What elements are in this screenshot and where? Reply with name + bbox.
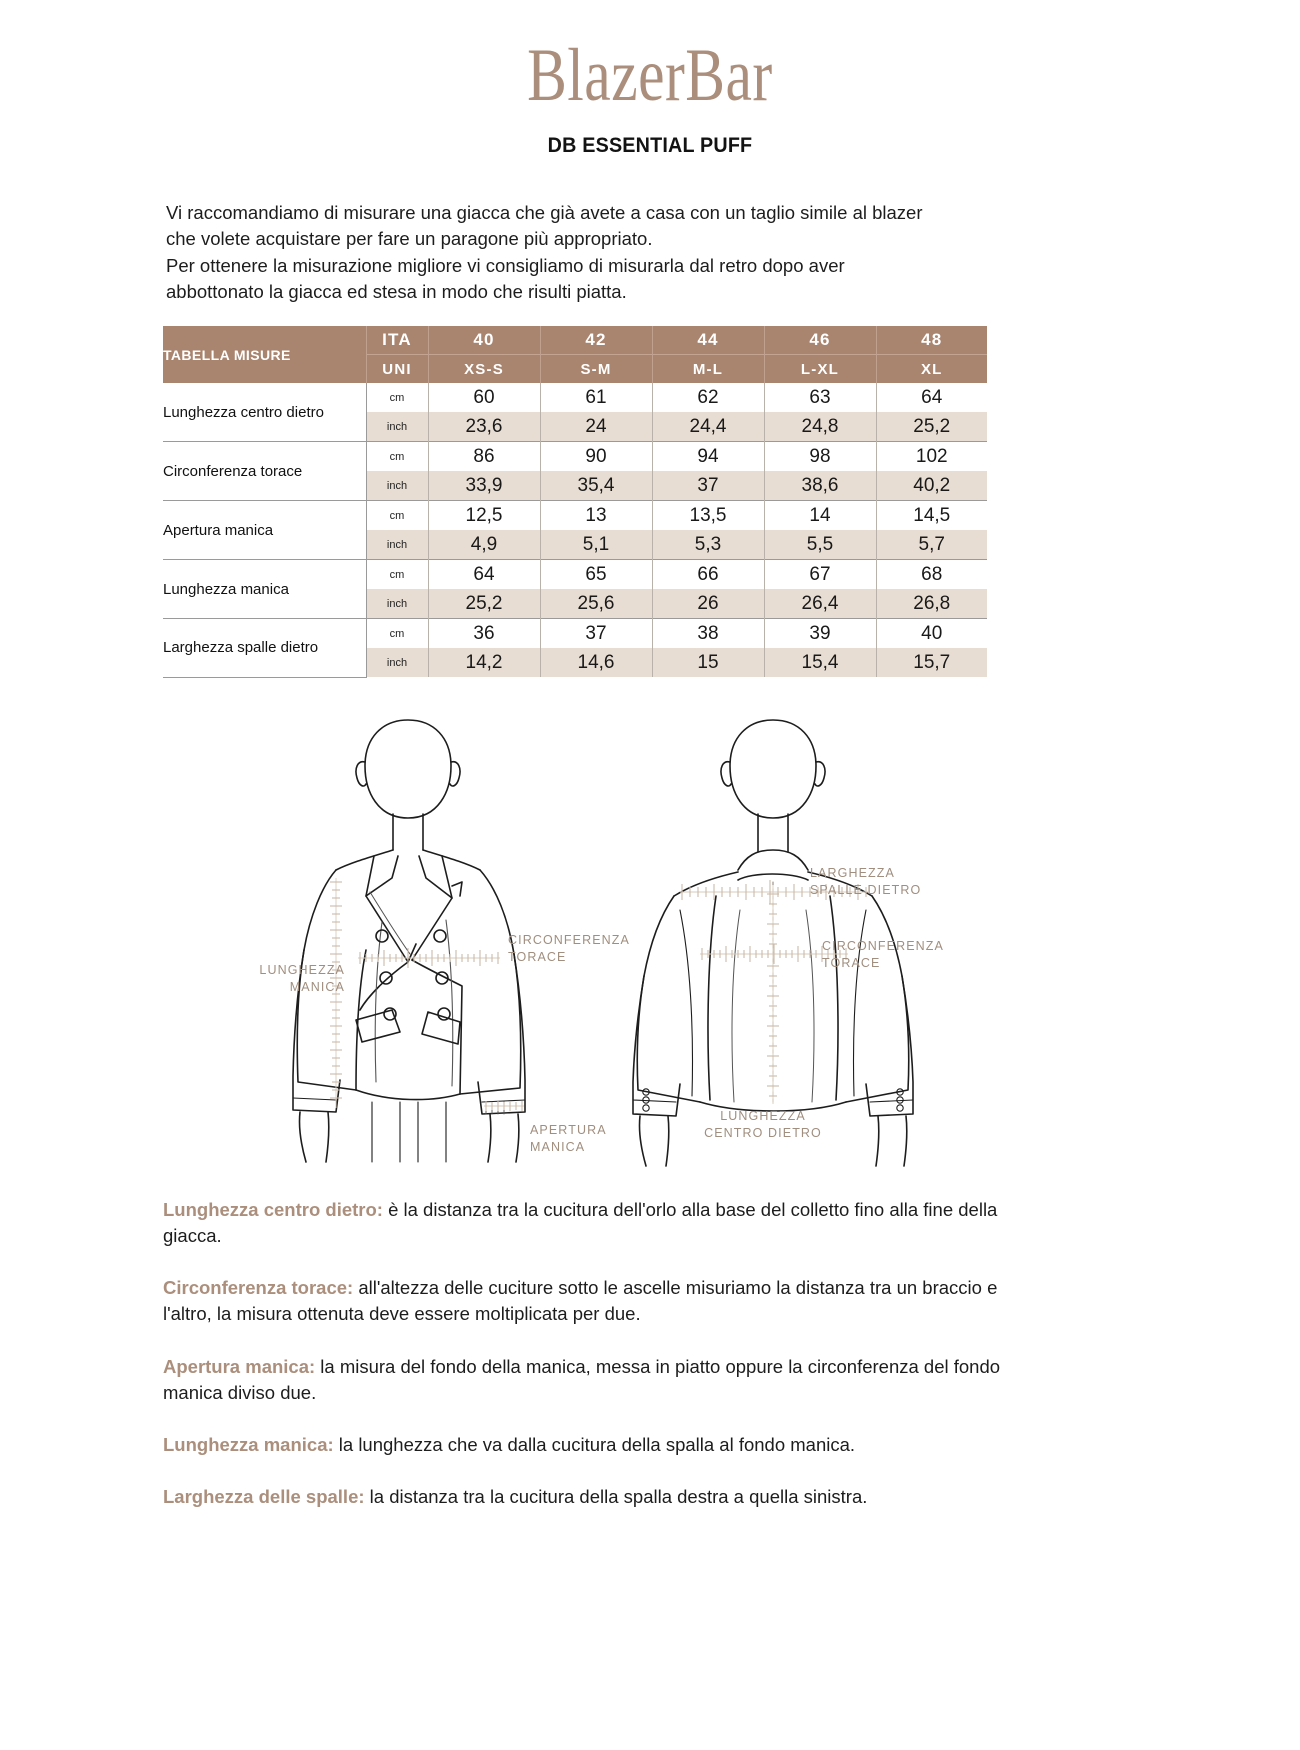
unit-cell-cm: cm — [366, 501, 428, 531]
cell-cm: 62 — [652, 383, 764, 412]
blazer-illustration — [160, 710, 1140, 1170]
label-line: LUNGHEZZA — [259, 963, 345, 977]
cell-cm: 68 — [876, 560, 987, 590]
table-row — [163, 501, 987, 531]
label-lunghezza-centro-dietro — [668, 1108, 858, 1142]
label-line: APERTURA — [530, 1123, 607, 1137]
cell-inch: 5,7 — [876, 530, 987, 560]
cell-inch: 4,9 — [428, 530, 540, 560]
blazer-technical-drawing — [160, 710, 1140, 1170]
label-line: MANICA — [530, 1139, 586, 1154]
header-uni-label: UNI — [366, 355, 428, 384]
cell-cm: 13 — [540, 501, 652, 531]
cell-cm: 61 — [540, 383, 652, 412]
label-line: CENTRO DIETRO — [704, 1125, 822, 1140]
label-line: LARGHEZZA — [810, 866, 895, 880]
label-circonferenza-torace-front — [508, 932, 630, 966]
label-apertura-manica — [530, 1122, 607, 1156]
intro-line-2: che volete acquistare per fare un paragone più appropriato. — [166, 228, 653, 250]
cell-inch: 26 — [652, 589, 764, 619]
cell-inch: 23,6 — [428, 412, 540, 442]
definition-text: la distanza tra la cucitura della spalla destra a quella sinistra. — [364, 1486, 868, 1508]
header-size-ita-46: 46 — [764, 326, 876, 355]
label-line: MANICA — [289, 979, 345, 994]
definition-text: la misura del fondo della manica, messa in piatto oppure la circonferenza del fondo manica diviso due. — [163, 1355, 1001, 1403]
intro-paragraph — [166, 200, 1006, 306]
definitions-list — [163, 1178, 1008, 1537]
cell-inch: 14,2 — [428, 648, 540, 677]
brand-header — [0, 0, 1300, 118]
cell-cm: 37 — [540, 619, 652, 649]
cell-cm: 60 — [428, 383, 540, 412]
intro-line-4: abbottonato la giacca ed stesa in modo che risulti piatta. — [166, 281, 627, 303]
definition-item-5 — [163, 1484, 1008, 1510]
cell-inch: 37 — [652, 471, 764, 501]
definition-item-4 — [163, 1432, 1008, 1458]
label-lunghezza-manica — [215, 962, 345, 996]
row-label-3: Apertura manica — [163, 501, 366, 560]
header-size-ita-48: 48 — [876, 326, 987, 355]
unit-cell-cm: cm — [366, 383, 428, 412]
cell-cm: 90 — [540, 442, 652, 472]
cell-inch: 14,6 — [540, 648, 652, 677]
row-label-5: Larghezza spalle dietro — [163, 619, 366, 678]
cell-inch: 35,4 — [540, 471, 652, 501]
cell-cm: 13,5 — [652, 501, 764, 531]
size-table — [163, 326, 987, 678]
cell-cm: 67 — [764, 560, 876, 590]
cell-inch: 25,2 — [876, 412, 987, 442]
cell-inch: 15,7 — [876, 648, 987, 677]
cell-inch: 5,3 — [652, 530, 764, 560]
cell-cm: 64 — [876, 383, 987, 412]
unit-cell-inch: inch — [366, 589, 428, 619]
table-row — [163, 619, 987, 649]
label-line: TORACE — [508, 949, 567, 964]
header-size-ita-44: 44 — [652, 326, 764, 355]
ruler-ticks — [330, 878, 868, 1111]
definition-item-1 — [163, 1197, 1008, 1250]
cell-cm: 39 — [764, 619, 876, 649]
header-ita-label: ITA — [366, 326, 428, 355]
cell-inch: 15,4 — [764, 648, 876, 677]
definition-term: Circonferenza torace: — [163, 1277, 354, 1299]
unit-cell-inch: inch — [366, 412, 428, 442]
label-larghezza-spalle-dietro — [810, 865, 921, 899]
header-size-uni-S-M: S-M — [540, 355, 652, 384]
cell-inch: 40,2 — [876, 471, 987, 501]
header-size-uni-XS-S: XS-S — [428, 355, 540, 384]
cell-inch: 24,4 — [652, 412, 764, 442]
definition-text: è la distanza tra la cucitura dell'orlo alla base del colletto fino alla fine della giacca. — [163, 1198, 998, 1246]
row-label-1: Lunghezza centro dietro — [163, 383, 366, 442]
page-title: DB ESSENTIAL PUFF — [547, 134, 753, 157]
brand-wordmark: BlazerBar — [527, 34, 773, 118]
cell-cm: 64 — [428, 560, 540, 590]
cell-inch: 38,6 — [764, 471, 876, 501]
header-size-uni-XL: XL — [876, 355, 987, 384]
cell-cm: 94 — [652, 442, 764, 472]
header-size-uni-L-XL: L-XL — [764, 355, 876, 384]
table-row — [163, 383, 987, 412]
cell-inch: 26,8 — [876, 589, 987, 619]
cell-inch: 24 — [540, 412, 652, 442]
unit-cell-inch: inch — [366, 530, 428, 560]
cell-inch: 15 — [652, 648, 764, 677]
cell-cm: 102 — [876, 442, 987, 472]
cell-inch: 24,8 — [764, 412, 876, 442]
definition-item-3 — [163, 1354, 1008, 1407]
cell-cm: 38 — [652, 619, 764, 649]
definition-term: Lunghezza centro dietro: — [163, 1198, 383, 1220]
cell-cm: 36 — [428, 619, 540, 649]
definition-term: Apertura manica: — [163, 1355, 316, 1377]
cell-cm: 86 — [428, 442, 540, 472]
definition-item-2 — [163, 1275, 1008, 1328]
label-line: SPALLE DIETRO — [810, 882, 922, 897]
label-line: TORACE — [822, 955, 881, 970]
label-circonferenza-torace-back — [822, 938, 944, 972]
label-line: CIRCONFERENZA — [508, 933, 630, 947]
cell-cm: 14 — [764, 501, 876, 531]
intro-line-1: Vi raccomandiamo di misurare una giacca che già avete a casa con un taglio simile al blazer — [166, 202, 923, 223]
definition-term: Larghezza delle spalle: — [163, 1486, 365, 1508]
cell-inch: 5,5 — [764, 530, 876, 560]
unit-cell-inch: inch — [366, 471, 428, 501]
cell-inch: 33,9 — [428, 471, 540, 501]
unit-cell-cm: cm — [366, 442, 428, 472]
row-label-2: Circonferenza torace — [163, 442, 366, 501]
cell-cm: 40 — [876, 619, 987, 649]
unit-cell-cm: cm — [366, 560, 428, 590]
table-row — [163, 442, 987, 472]
definition-term: Lunghezza manica: — [163, 1434, 334, 1456]
cell-cm: 12,5 — [428, 501, 540, 531]
unit-cell-cm: cm — [366, 619, 428, 649]
header-size-uni-M-L: M-L — [652, 355, 764, 384]
cell-inch: 26,4 — [764, 589, 876, 619]
unit-cell-inch: inch — [366, 648, 428, 677]
definition-text: all'altezza delle cuciture sotto le ascelle misuriamo la distanza tra un braccio e l'altro, la misura ottenuta deve essere moltiplicata per due. — [163, 1277, 998, 1325]
cell-inch: 25,6 — [540, 589, 652, 619]
label-line: LUNGHEZZA — [720, 1109, 806, 1123]
table-corner-label: TABELLA MISURE — [163, 326, 366, 383]
cell-cm: 98 — [764, 442, 876, 472]
cell-cm: 63 — [764, 383, 876, 412]
definition-text: la lunghezza che va dalla cucitura della spalla al fondo manica. — [333, 1434, 856, 1456]
cell-cm: 65 — [540, 560, 652, 590]
header-size-ita-40: 40 — [428, 326, 540, 355]
size-table-container — [163, 326, 987, 678]
cell-inch: 5,1 — [540, 530, 652, 560]
cell-inch: 25,2 — [428, 589, 540, 619]
header-size-ita-42: 42 — [540, 326, 652, 355]
intro-line-3: Per ottenere la misurazione migliore vi consigliamo di misurarla dal retro dopo aver — [166, 254, 845, 276]
row-label-4: Lunghezza manica — [163, 560, 366, 619]
cell-cm: 66 — [652, 560, 764, 590]
cell-cm: 14,5 — [876, 501, 987, 531]
table-row — [163, 560, 987, 590]
label-line: CIRCONFERENZA — [822, 939, 944, 953]
table-header-row-ita — [163, 326, 987, 355]
